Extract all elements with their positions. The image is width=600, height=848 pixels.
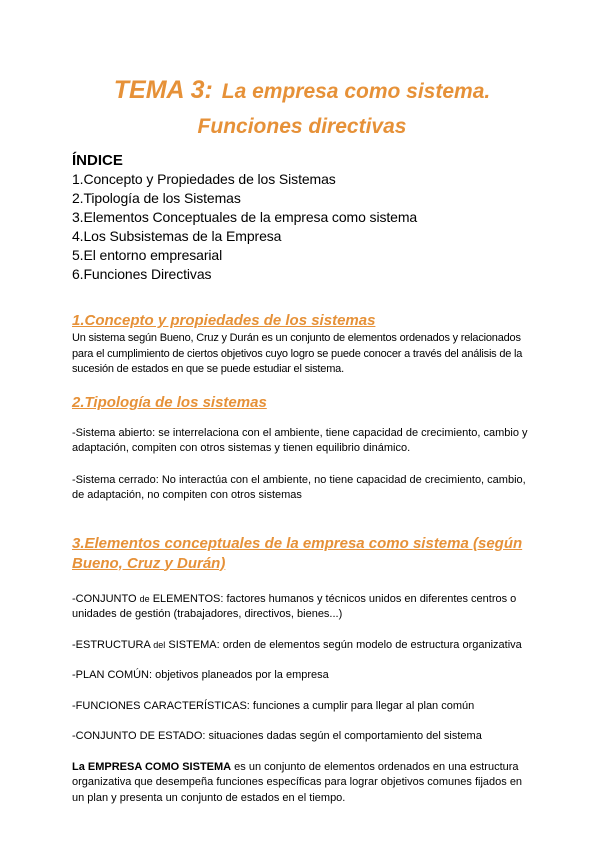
conjunto-post: ELEMENTOS: factores humanos y técnicos unidos en diferentes centros o unidades de gestión (trabajadores, directivos, bienes...) xyxy=(72,592,517,620)
plan-comun-text: -PLAN COMÚN: objetivos planeados por la empresa xyxy=(72,669,329,681)
indice-item: 3.Elementos Conceptuales de la empresa como sistema xyxy=(72,209,418,225)
document-page xyxy=(72,72,532,806)
indice-item: 1.Concepto y Propiedades de los Sistemas xyxy=(72,171,336,187)
section1-heading: 1.Concepto y propiedades de los sistemas xyxy=(72,312,376,329)
estructura-text xyxy=(72,638,532,654)
indice-item: 2.Tipología de los Sistemas xyxy=(72,190,241,206)
conjunto-de: de xyxy=(139,593,150,604)
section1-text: Un sistema según Bueno, Cruz y Durán es un conjunto de elementos ordenados y relacionados para el cumplimiento de ciertos objetivos cuyo logro se puede conocer a través del análisis de la sucesión de estados en que se puede estudiar el sistema. xyxy=(72,332,523,375)
estructura-pre: -ESTRUCTURA xyxy=(72,638,154,651)
estructura-del: del xyxy=(153,639,166,650)
conjunto-elementos-text xyxy=(72,592,532,623)
funciones-text: -FUNCIONES CARACTERÍSTICAS: funciones a cumplir para llegar al plan común xyxy=(72,699,475,712)
indice-heading: ÍNDICE xyxy=(72,152,123,169)
section2-heading: 2.Tipología de los sistemas xyxy=(72,393,267,411)
sistema-abierto-text: -Sistema abierto: se interrelaciona con el ambiente, tiene capacidad de crecimiento, cambio y adaptación, compiten con otros sistemas y tienen equilibrio dinámico. xyxy=(72,426,528,454)
section3-heading: 3.Elementos conceptuales de la empresa como sistema (según Bueno, Cruz y Durán) xyxy=(72,534,523,572)
document-title xyxy=(72,72,532,142)
indice-list xyxy=(72,170,532,284)
title-tema: TEMA 3: xyxy=(113,76,213,104)
conjunto-estado-text: -CONJUNTO DE ESTADO: situaciones dadas según el comportamiento del sistema xyxy=(72,730,482,742)
title-line1: La empresa como sistema. xyxy=(221,80,491,103)
indice-item: 4.Los Subsistemas de la Empresa xyxy=(72,228,282,244)
indice-item: 5.El entorno empresarial xyxy=(72,247,223,263)
empresa-sistema-rest: es un conjunto de elementos ordenados en una estructura organizativa que desempeña funciones específicas para lograr objetivos comunes fijados en un plan y presenta un conjunto de estados en el tiempo. xyxy=(72,760,523,804)
estructura-post: SISTEMA: orden de elementos según modelo de estructura organizativa xyxy=(165,638,522,651)
sistema-cerrado-text: -Sistema cerrado: No interactúa con el ambiente, no tiene capacidad de crecimiento, cambio, de adaptación, no compiten con otros sistemas xyxy=(72,473,526,501)
title-line2: Funciones directivas xyxy=(197,115,407,138)
empresa-sistema-definition xyxy=(72,760,532,807)
conjunto-pre: -CONJUNTO xyxy=(72,592,140,605)
empresa-sistema-bold: La EMPRESA COMO SISTEMA xyxy=(72,760,232,773)
indice-item: 6.Funciones Directivas xyxy=(72,266,212,282)
